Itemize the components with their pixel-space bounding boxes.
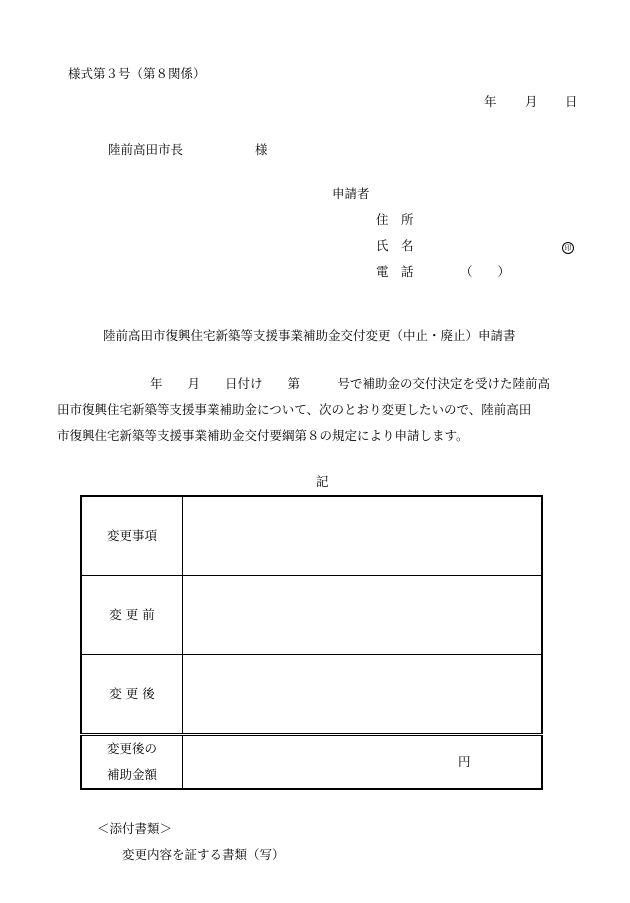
applicant-phone-parens: （ ） bbox=[460, 264, 511, 279]
attachments-heading: ＜添付書類＞ bbox=[97, 821, 173, 836]
applicant-heading: 申請者 bbox=[332, 186, 370, 201]
change-item-label: 変更事項 bbox=[81, 496, 183, 576]
applicant-address-label: 住 所 bbox=[376, 212, 414, 227]
applicant-name-label: 氏 名 bbox=[376, 238, 414, 253]
after-change-field[interactable] bbox=[183, 655, 543, 735]
amount-label-line-1: 変更後の bbox=[106, 741, 157, 756]
date-day: 日 bbox=[565, 94, 578, 109]
amount-label-line-2: 補助金額 bbox=[106, 767, 157, 782]
body-line-1: 年 月 日付け 第 号で補助金の交付決定を受けた陸前高 bbox=[150, 376, 551, 391]
addressee-honorific: 様 bbox=[255, 142, 268, 157]
table-row bbox=[81, 496, 542, 576]
before-change-field[interactable] bbox=[183, 576, 543, 655]
before-change-label: 変 更 前 bbox=[81, 576, 183, 655]
seal-mark bbox=[562, 240, 574, 254]
body-line-3: 市復興住宅新築等支援事業補助金交付要綱第８の規定により申請します。 bbox=[57, 428, 469, 443]
table-row bbox=[81, 576, 542, 655]
yen-unit: 円 bbox=[458, 754, 471, 769]
ki-label: 記 bbox=[316, 474, 329, 489]
attachments-item: 変更内容を証する書類（写） bbox=[122, 847, 285, 862]
change-item-field[interactable] bbox=[183, 496, 543, 576]
table-row bbox=[81, 655, 542, 735]
body-line-2: 田市復興住宅新築等支援事業補助金について、次のとおり変更したいので、陸前高田 bbox=[57, 402, 532, 417]
seal-icon: 印 bbox=[562, 242, 574, 254]
applicant-phone-label: 電 話 bbox=[376, 264, 414, 279]
date-month: 月 bbox=[525, 94, 538, 109]
amount-label bbox=[81, 735, 183, 790]
change-table bbox=[80, 495, 543, 790]
after-change-label: 変 更 後 bbox=[81, 655, 183, 735]
table-row bbox=[81, 735, 542, 790]
amount-field[interactable] bbox=[183, 735, 543, 790]
document-title: 陸前高田市復興住宅新築等支援事業補助金交付変更（中止・廃止）申請書 bbox=[103, 328, 516, 343]
addressee-name: 陸前高田市長 bbox=[108, 142, 184, 157]
date-year: 年 bbox=[484, 94, 497, 109]
form-number: 様式第３号（第８関係） bbox=[68, 66, 206, 81]
